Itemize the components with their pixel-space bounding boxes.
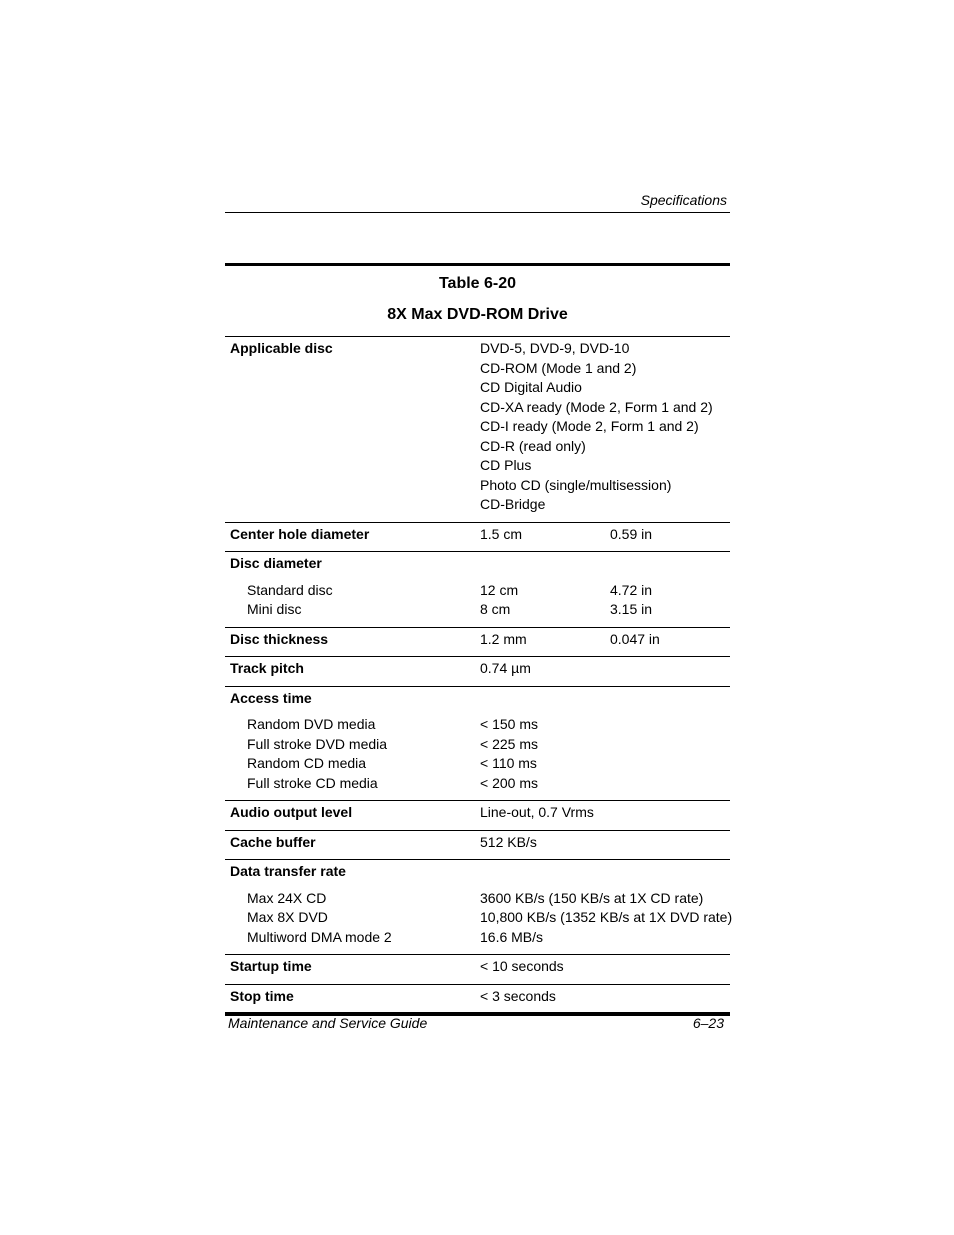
row-value: CD-I ready (Mode 2, Form 1 and 2) [480, 418, 699, 434]
row-value: 3600 KB/s (150 KB/s at 1X CD rate) [480, 889, 704, 906]
table-row [225, 860, 733, 955]
metric-value: 8 cm [480, 601, 511, 617]
row-value: < 3 seconds [480, 987, 556, 1004]
spec-table [225, 263, 733, 1016]
table-title: 8X Max DVD-ROM Drive [387, 306, 568, 323]
sub-label: Max 24X CD [247, 889, 327, 906]
row-value: CD-XA ready (Mode 2, Form 1 and 2) [480, 398, 713, 415]
table-row [225, 831, 730, 861]
row-value: 512 KB/s [480, 833, 537, 850]
section-title: Specifications [640, 192, 727, 208]
sub-label: Max 8X DVD [247, 909, 328, 925]
row-label: Stop time [230, 987, 294, 1004]
table-row [225, 552, 730, 628]
row-label: Data transfer rate [230, 863, 346, 879]
row-label: Track pitch [230, 660, 304, 676]
row-value: < 225 ms [480, 735, 538, 752]
metric-value: 1.2 mm [480, 630, 527, 647]
metric-value: 12 cm [480, 581, 519, 598]
row-value: CD-ROM (Mode 1 and 2) [480, 359, 637, 376]
row-label: Center hole diameter [230, 525, 370, 542]
page-number: 6–23 [692, 1015, 724, 1031]
guide-title: Maintenance and Service Guide [228, 1015, 428, 1031]
table-row [225, 955, 730, 985]
row-value: 16.6 MB/s [480, 928, 544, 945]
row-value: < 10 seconds [480, 958, 564, 974]
row-value: CD Digital Audio [480, 379, 582, 395]
row-value: DVD-5, DVD-9, DVD-10 [480, 340, 630, 356]
sub-label: Full stroke CD media [247, 774, 378, 791]
row-value: 0.74 µm [480, 660, 531, 676]
row-value: Photo CD (single/multisession) [480, 476, 672, 493]
row-value: < 200 ms [480, 774, 538, 791]
row-value: < 150 ms [480, 716, 538, 732]
table-row [225, 628, 730, 658]
table-header-rule [225, 326, 730, 337]
row-label: Audio output level [230, 804, 353, 820]
metric-value: 1.5 cm [480, 525, 523, 542]
imperial-value: 4.72 in [610, 581, 653, 598]
table-row [225, 657, 730, 687]
table-row [225, 337, 730, 523]
row-value: 10,800 KB/s (1352 KB/s at 1X DVD rate) [480, 909, 733, 925]
imperial-value: 3.15 in [610, 601, 653, 617]
sub-label: Random CD media [247, 755, 367, 771]
row-label: Startup time [230, 958, 312, 974]
imperial-value: 0.047 in [610, 630, 660, 647]
sub-label: Mini disc [247, 601, 302, 617]
page-footer [225, 1012, 730, 1037]
table-row [225, 801, 730, 831]
row-value: < 110 ms [480, 755, 537, 771]
table-row [225, 687, 730, 802]
table-number: Table 6-20 [438, 275, 517, 292]
row-label: Disc diameter [230, 555, 322, 571]
table-row [225, 985, 730, 1014]
row-value: Line-out, 0.7 Vrms [480, 804, 594, 820]
row-value: CD Plus [480, 457, 532, 473]
row-label: Disc thickness [230, 630, 329, 647]
row-value: CD-Bridge [480, 496, 546, 512]
imperial-value: 0.59 in [610, 525, 653, 542]
sub-label: Standard disc [247, 581, 333, 598]
row-label: Applicable disc [230, 340, 333, 356]
page-header [225, 190, 730, 213]
table-row [225, 523, 730, 553]
row-value: CD-R (read only) [480, 437, 586, 454]
row-label: Cache buffer [230, 833, 316, 850]
sub-label: Full stroke DVD media [247, 735, 388, 752]
row-label: Access time [230, 689, 312, 706]
sub-label: Random DVD media [247, 716, 376, 732]
sub-label: Multiword DMA mode 2 [247, 928, 392, 945]
